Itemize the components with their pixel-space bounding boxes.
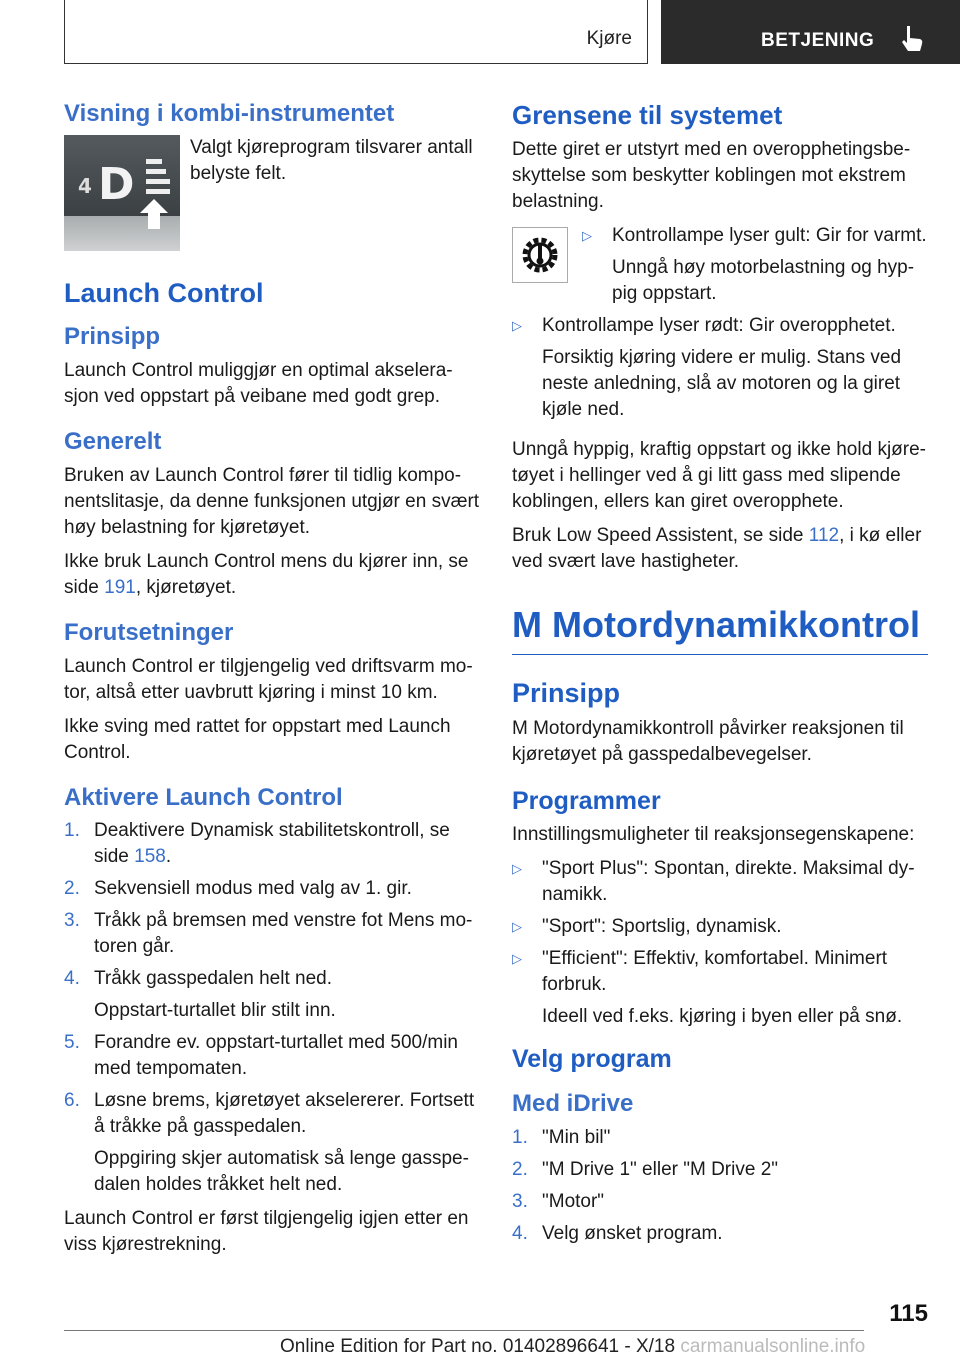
idrive-steps <box>512 1125 928 1247</box>
page-link-191[interactable]: 191 <box>104 576 136 598</box>
warning-list-2 <box>512 313 928 423</box>
footer-edition: Online Edition for Part no. 01402896641 - X/18 carmanualsonline.info <box>280 1336 866 1357</box>
prinsipp-text: Launch Control muliggjør en optimal akselera-sjon ved oppstart på veibane med godt grep. <box>64 359 453 407</box>
grensene-text: Dette giret er utstyrt med en overopphetingsbe-skyttelse som beskytter koblingen mot ekstrem belastning. <box>512 139 911 213</box>
warning-block <box>512 223 928 313</box>
programmer-text: Innstillingsmuligheter til reaksjonsegenskapene: <box>512 823 915 845</box>
footer-divider <box>64 1330 864 1331</box>
header-section-box <box>64 0 648 64</box>
header-section-title: Kjøre <box>586 28 632 49</box>
aktivere-title: Aktivere Launch Control <box>64 783 343 811</box>
triangle-bullet-icon: ▷ <box>512 918 522 934</box>
list-item: 5. Forandre ev. oppstart-turtallet med 500/min med tempomaten. <box>64 1032 458 1080</box>
programmer-title: Programmer <box>512 786 661 815</box>
forutsetninger-text-2: Ikke sving med rattet for oppstart med Launch Control. <box>64 715 451 763</box>
instrument-display-image <box>64 135 180 251</box>
generelt-title: Generelt <box>64 427 162 455</box>
list-item: ▷ "Sport Plus": Spontan, direkte. Maksimal dy-namikk. <box>512 857 915 905</box>
list-item: 6. Løsne brems, kjøretøyet akselererer. Fortsett å tråkke på gasspedalen. Oppgiring skjer automatisk så lenge gasspe-dalen holdes tråkket helt ned. <box>64 1090 475 1196</box>
gear-temperature-icon <box>512 227 568 283</box>
aktivere-steps <box>64 818 482 1198</box>
list-item: ▷ "Sport": Sportslig, dynamisk. <box>512 914 928 940</box>
list-item: 2. Sekvensiell modus med valg av 1. gir. <box>64 878 412 900</box>
launch-control-title: Launch Control <box>64 277 264 308</box>
generelt-text-2: Ikke bruk Launch Control mens du kjører inn, se side 191, kjøretøyet. <box>64 550 469 598</box>
drive-mode-display-icon <box>64 135 180 251</box>
idrive-title: Med iDrive <box>512 1089 634 1117</box>
forutsetninger-text-1: Launch Control er tilgjengelig ved driftsvarm mo-tor, altså etter uavbrutt kjøring i minst 10 km. <box>64 655 473 703</box>
triangle-bullet-icon: ▷ <box>512 860 522 876</box>
warning-list <box>582 223 928 313</box>
velg-program-title: Velg program <box>512 1044 672 1073</box>
list-item: 1. "Min bil" <box>512 1126 611 1148</box>
left-column <box>64 100 482 1266</box>
list-item: ▷ Kontrollampe lyser gult: Gir for varmt. Unngå høy motorbelastning og hyp-pig oppstart. <box>582 225 927 305</box>
list-item: 1. Deaktivere Dynamisk stabilitetskontroll, se side 158. <box>64 820 450 868</box>
m-motordynamikk-title: M Motordynamikkontrol <box>512 603 928 655</box>
triangle-bullet-icon: ▷ <box>512 318 522 334</box>
svg-text:4: 4 <box>78 173 92 198</box>
list-item: ▷ Kontrollampe lyser rødt: Gir overopphetet. Forsiktig kjøring videre er mulig. Stans ved neste anledning, slå av motoren og la giret kjøle ned. <box>512 315 902 421</box>
page-link-112[interactable]: 112 <box>808 525 840 547</box>
header-chapter-tab <box>661 0 960 64</box>
grensene-text-3: Bruk Low Speed Assistent, se side 112, i kø eller ved svært lave hastigheter. <box>512 525 922 573</box>
aktivere-end-text: Launch Control er først tilgjengelig igjen etter en viss kjørestrekning. <box>64 1208 469 1256</box>
header-chapter-title: BETJENING <box>761 30 875 51</box>
page-number: 115 <box>889 1300 928 1327</box>
hand-pointer-icon <box>899 24 925 52</box>
grensene-title: Grensene til systemet <box>512 100 783 130</box>
m-prinsipp-text: M Motordynamikkontroll påvirker reaksjonen til kjøretøyet på gasspedalbevegelser. <box>512 717 904 765</box>
svg-text:D: D <box>98 158 135 210</box>
page-header <box>0 0 960 66</box>
list-item: 4. Tråkk gasspedalen helt ned. Oppstart-turtallet blir stilt inn. <box>64 968 336 1022</box>
triangle-bullet-icon: ▷ <box>582 228 592 244</box>
generelt-text: Bruken av Launch Control fører til tidlig kompo-nentslitasje, da denne funksjonen utgjør en svært høy belastning for kjøretøyet. <box>64 464 480 538</box>
right-column <box>512 100 928 1255</box>
grensene-text-2: Unngå hyppig, kraftig oppstart og ikke hold kjøre-tøyet i hellinger ved å gi litt gass med slipende koblingen, ellers kan giret overopphete. <box>512 439 926 513</box>
watermark: carmanualsonline.info <box>680 1336 866 1357</box>
list-item: 3. Tråkk på bremsen med venstre fot Mens mo-toren går. <box>64 910 473 958</box>
display-block <box>64 135 482 251</box>
list-item: 2. "M Drive 1" eller "M Drive 2" <box>512 1158 779 1180</box>
triangle-bullet-icon: ▷ <box>512 950 522 966</box>
prinsipp-title: Prinsipp <box>64 323 161 351</box>
forutsetninger-title: Forutsetninger <box>64 618 234 646</box>
display-section-title: Visning i kombi-instrumentet <box>64 100 395 127</box>
m-prinsipp-title: Prinsipp <box>512 678 621 709</box>
programs-list <box>512 856 928 1030</box>
page-link-158[interactable]: 158 <box>134 846 166 868</box>
list-item: 3. "Motor" <box>512 1190 605 1212</box>
list-item: 4. Velg ønsket program. <box>512 1222 723 1244</box>
list-item: ▷ "Efficient": Effektiv, komfortabel. Minimert forbruk. Ideell ved f.eks. kjøring i byen eller på snø. <box>512 947 903 1027</box>
display-text: Valgt kjøreprogram tilsvarer antall belyste felt. <box>190 136 473 184</box>
